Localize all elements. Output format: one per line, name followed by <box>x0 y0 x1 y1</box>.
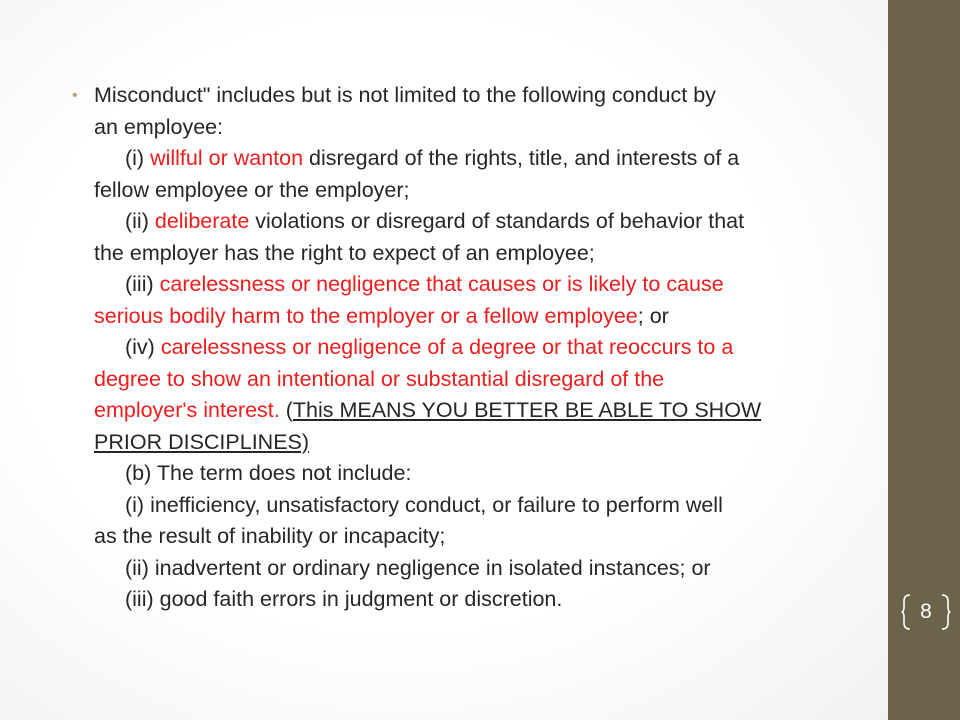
text-line <box>94 269 852 301</box>
text-line <box>94 395 852 427</box>
text-segment: (b) The term does not include: <box>125 461 412 485</box>
text-line <box>94 364 852 396</box>
highlighted-text: employer's interest. <box>94 398 280 422</box>
highlighted-text: deliberate <box>154 209 250 233</box>
text-line <box>94 458 852 490</box>
text-line <box>94 521 852 553</box>
highlighted-text: carelessness or negligence of a degree or that reoccurs to a <box>160 335 734 359</box>
text-segment: as the result of inability or incapacity; <box>94 524 446 548</box>
page-number: 8 <box>920 600 932 623</box>
text-segment: (iii) <box>125 272 160 296</box>
highlighted-text: serious bodily harm to the employer or a fellow employee <box>94 303 638 328</box>
text-segment: disregard of the rights, title, and interests of a <box>303 146 740 170</box>
text-line <box>94 427 852 459</box>
text-line <box>94 80 852 112</box>
page-number-box <box>901 592 951 632</box>
text-line <box>94 143 852 175</box>
text-line <box>94 584 852 616</box>
text-line <box>94 332 852 364</box>
text-segment: (i) <box>125 146 151 170</box>
slide-body <box>72 80 852 616</box>
text-segment: violations or disregard of standards of behavior that <box>249 209 745 233</box>
text-line <box>94 553 852 585</box>
misconduct-definition-paragraph <box>94 80 852 616</box>
text-segment: (iv) <box>125 335 161 359</box>
highlighted-text: willful or wanton <box>150 146 304 170</box>
text-line <box>94 301 852 333</box>
text-line <box>94 490 852 522</box>
text-segment: (ii) inadvertent or ordinary negligence in isolated instances; or <box>125 555 711 580</box>
text-segment: ; or <box>637 303 669 328</box>
highlighted-text: degree to show an intentional or substantial disregard of the <box>94 366 665 391</box>
text-segment: an employee: <box>94 114 224 139</box>
text-line <box>94 112 852 144</box>
bullet-marker: • <box>72 87 78 104</box>
text-segment: ( <box>279 398 293 422</box>
text-segment: fellow employee or the employer; <box>94 177 410 202</box>
underlined-text: PRIOR DISCIPLINES) <box>94 429 310 454</box>
underlined-text: This MEANS YOU BETTER BE ABLE TO SHOW <box>292 398 762 422</box>
text-segment: (i) inefficiency, unsatisfactory conduct, or failure to perform well <box>125 492 723 517</box>
highlighted-text: carelessness or negligence that causes or is likely to cause <box>159 272 724 296</box>
text-line <box>94 175 852 207</box>
text-line <box>94 206 852 238</box>
text-segment: Misconduct" includes but is not limited to the following conduct by <box>94 83 716 107</box>
text-line <box>94 238 852 270</box>
text-segment: the employer has the right to expect of an employee; <box>94 240 595 265</box>
text-segment: (iii) good faith errors in judgment or discretion. <box>125 587 563 611</box>
text-segment: (ii) <box>125 209 155 233</box>
